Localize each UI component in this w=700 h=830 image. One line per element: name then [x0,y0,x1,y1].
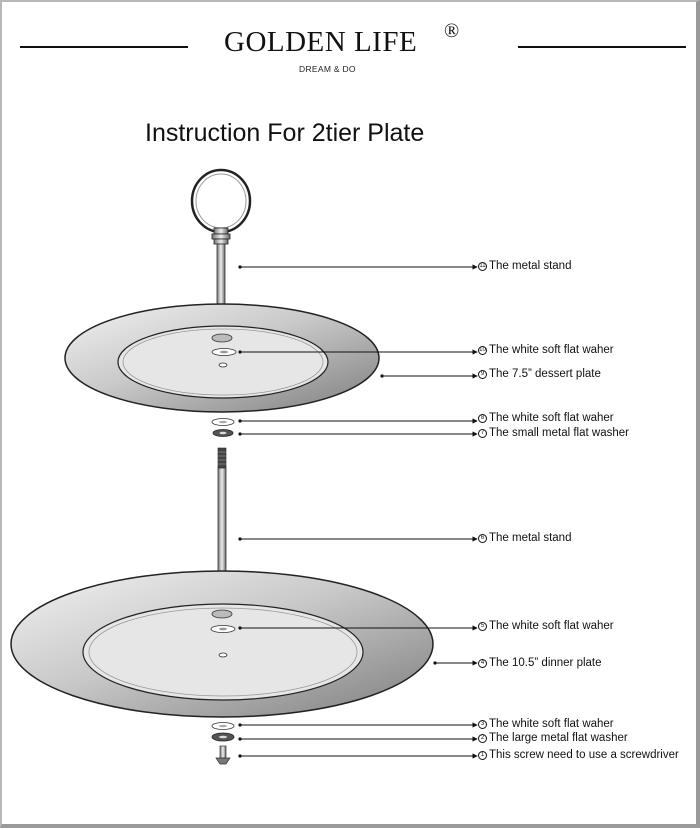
callout-2 [478,732,628,744]
callout-label: The large metal flat washer [489,732,628,744]
callout-label: The white soft flat waher [489,718,614,730]
page-title: Instruction For 2tier Plate [145,119,425,147]
callout-label: This screw need to use a screwdriver [489,749,679,761]
callout-number: 5 [478,622,487,631]
callout-label: The white soft flat waher [489,412,614,424]
dessert-plate [65,304,379,412]
callout-label: The white soft flat waher [489,344,614,356]
callout-10 [478,344,614,356]
dinner-plate [11,571,433,717]
callout-label: The 7.5” dessert plate [489,368,601,380]
callout-1 [478,749,679,761]
callout-number: 11 [479,263,486,269]
callout-label: The 10.5” dinner plate [489,657,602,669]
callout-number: 4 [478,659,487,668]
callout-9 [478,368,601,380]
callout-number: 3 [478,720,487,729]
bottom-hardware [212,723,234,765]
callout-number: 8 [478,414,487,423]
callout-number: 2 [478,734,487,743]
callout-8 [478,412,614,424]
middle-washers [212,419,234,437]
callout-number: 9 [478,370,487,379]
callout-4 [478,657,602,669]
callout-number: 1 [478,751,487,760]
brand-logo-name: GOLDEN LIFE [224,26,418,58]
callout-number: 6 [478,534,487,543]
callout-label: The white soft flat waher [489,620,614,632]
callout-number: 7 [478,429,487,438]
callout-6 [478,532,571,544]
callout-number: 10 [479,347,486,353]
top-ring-handle [192,170,250,244]
brand-tagline: DREAM & DO [299,64,356,74]
callout-label: The small metal flat washer [489,427,629,439]
callout-5 [478,620,614,632]
callout-label: The metal stand [489,532,572,544]
callout-7 [478,427,629,439]
registered-mark: ® [444,20,460,42]
callout-3 [478,718,614,730]
callout-11 [478,260,571,272]
callout-label: The metal stand [489,260,572,272]
